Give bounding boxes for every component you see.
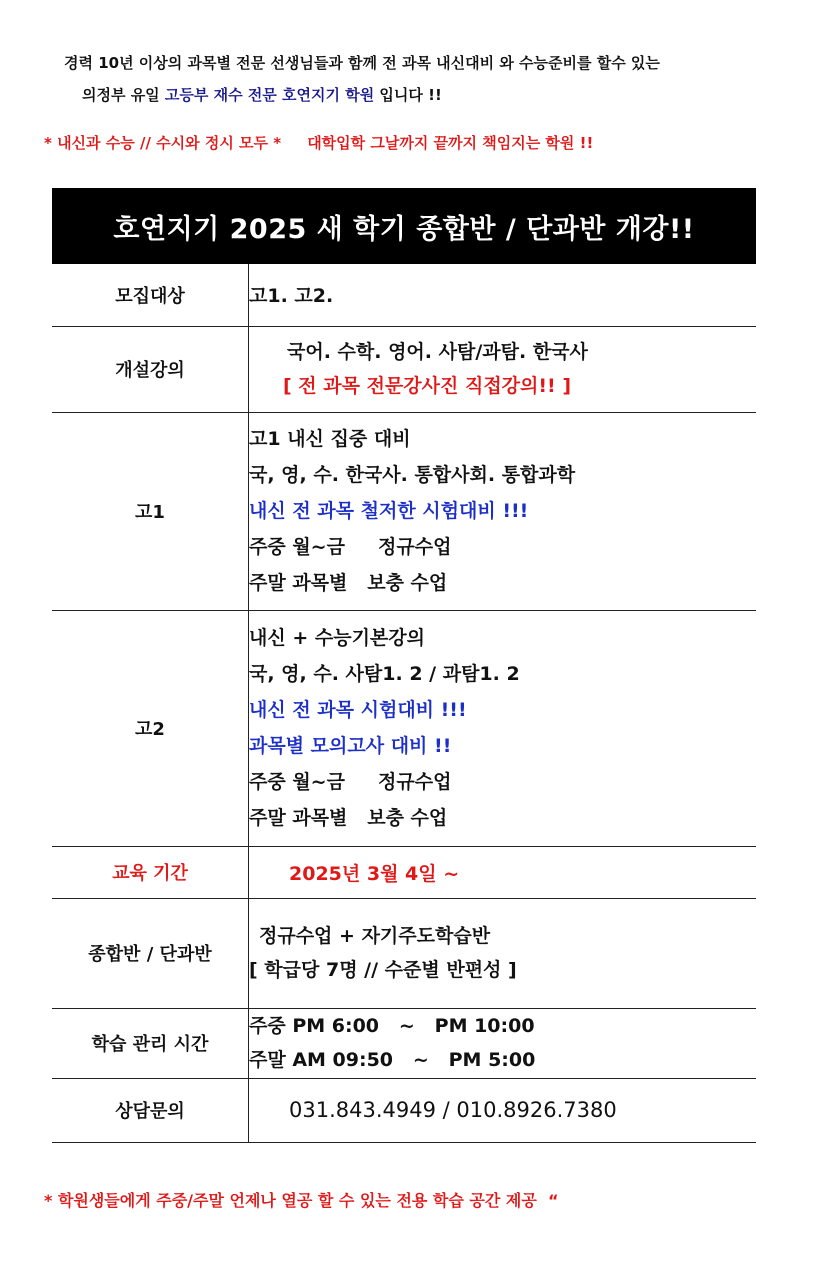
g1-line-3: 내신 전 과목 철저한 시험대비 !!!: [249, 500, 529, 522]
g1-line-5: 주말 과목별 보충 수업: [249, 572, 448, 594]
intro-line-1: 경력 10년 이상의 과목별 전문 선생님들과 함께 전 과목 내신대비 와 수능준비를 할수 있는: [64, 54, 660, 72]
intro-highlight-retake: 재수 전문: [208, 86, 277, 104]
intro-highlight-high-school: 고등부: [164, 86, 209, 104]
g2-line-1: 내신 + 수능기본강의: [249, 627, 425, 649]
label-courses: 개설강의: [52, 326, 249, 412]
row-grade2: [52, 610, 756, 846]
label-classes: 종합반 / 단과반: [52, 898, 249, 1008]
g2-line-6: 주말 과목별 보충 수업: [249, 807, 448, 829]
label-target: 모집대상: [52, 264, 249, 326]
g2-line-4: 과목별 모의고사 대비 !!: [249, 735, 452, 757]
value-hours: [249, 1008, 757, 1078]
row-target: [52, 264, 756, 326]
info-table: [52, 264, 756, 1143]
g1-line-1: 고1 내신 집중 대비: [249, 428, 411, 450]
hours-line-2: 주말 AM 09:50 ~ PM 5:00: [249, 1049, 536, 1071]
row-classes: [52, 898, 756, 1008]
g2-line-5: 주중 월~금 정규수업: [249, 771, 452, 793]
value-grade2: [249, 610, 757, 846]
value-period: 2025년 3월 4일 ~: [249, 846, 757, 898]
row-courses: [52, 326, 756, 412]
courses-line-2: [ 전 과목 전문강사진 직접강의!! ]: [283, 375, 572, 397]
value-target: 고1. 고2.: [249, 264, 757, 326]
classes-line-2: [ 학급당 7명 // 수준별 반편성 ]: [249, 959, 517, 981]
value-classes: [249, 898, 757, 1008]
g1-line-2: 국, 영, 수. 한국사. 통합사회. 통합과학: [249, 464, 576, 486]
value-contact: 031.843.4949 / 010.8926.7380: [249, 1078, 757, 1142]
label-hours: 학습 관리 시간: [52, 1008, 249, 1078]
g1-line-4: 주중 월~금 정규수업: [249, 536, 452, 558]
label-period: 교육 기간: [52, 846, 249, 898]
row-grade1: [52, 412, 756, 610]
hours-line-1: 주중 PM 6:00 ~ PM 10:00: [249, 1015, 535, 1037]
classes-line-1: 정규수업 + 자기주도학습반: [259, 925, 491, 947]
row-contact: [52, 1078, 756, 1142]
slogan: * 내신과 수능 // 수시와 정시 모두 * 대학입학 그날까지 끝까지 책임지는 학원 !!: [44, 134, 594, 152]
g2-line-3: 내신 전 과목 시험대비 !!!: [249, 699, 467, 721]
banner-title: 호연지기 2025 새 학기 종합반 / 단과반 개강!!: [52, 188, 756, 264]
intro-line-2: [82, 84, 825, 105]
footer-note: * 학원생들에게 주중/주말 언제나 열공 할 수 있는 전용 학습 공간 제공 “: [44, 1191, 559, 1210]
intro-line-2-end: 입니다 !!: [374, 86, 442, 104]
value-grade1: [249, 412, 757, 610]
label-contact: 상담문의: [52, 1078, 249, 1142]
intro-highlight-academy-name: 호연지기 학원: [276, 86, 375, 104]
label-grade1: 고1: [52, 412, 249, 610]
g2-line-2: 국, 영, 수. 사탐1. 2 / 과탐1. 2: [249, 663, 520, 685]
row-period: [52, 846, 756, 898]
label-grade2: 고2: [52, 610, 249, 846]
courses-line-1: 국어. 수학. 영어. 사탐/과탐. 한국사: [287, 341, 588, 363]
intro-line-2-a: 의정부 유일: [82, 86, 165, 104]
value-courses: [249, 326, 757, 412]
row-hours: [52, 1008, 756, 1078]
